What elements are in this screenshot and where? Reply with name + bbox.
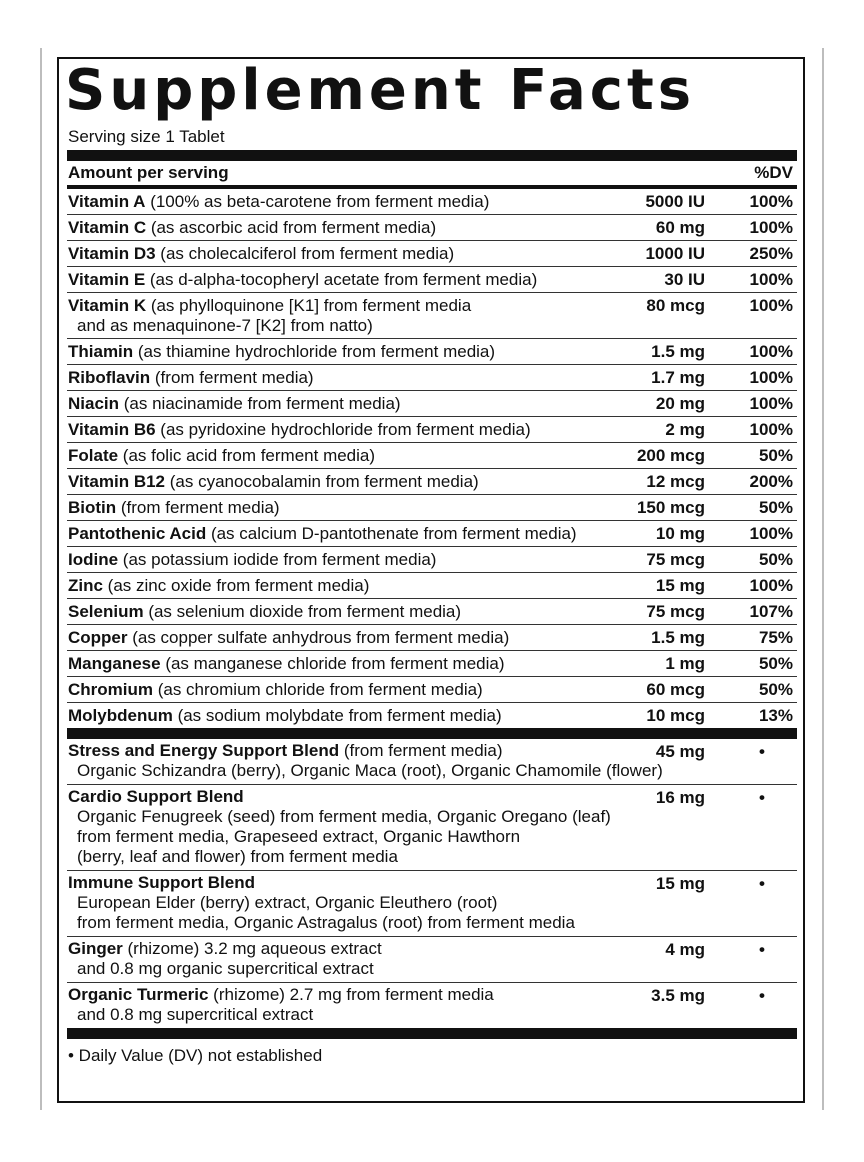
nutrient-row [67, 651, 797, 677]
blend-ingredients: European Elder (berry) extract, Organic Eleuthero (root) [77, 893, 498, 912]
blend-row [67, 739, 797, 785]
blend-name [67, 939, 623, 959]
nutrient-amount: 10 mg [655, 524, 705, 543]
nutrient-amount: 75 mcg [646, 602, 705, 621]
divider-thick [67, 728, 797, 739]
nutrient-row [67, 267, 797, 293]
nutrient-source: (as cyanocobalamin from ferment media) [165, 472, 479, 491]
nutrient-dv: 100% [749, 342, 793, 361]
blend-row [67, 937, 797, 983]
blend-ingredients: (berry, leaf and flower) from ferment media [77, 847, 398, 866]
nutrient-name [67, 342, 623, 362]
blend-name [67, 873, 623, 893]
nutrient-amount: 15 mg [655, 576, 705, 595]
nutrient-source: (as chromium chloride from ferment media) [153, 680, 483, 699]
nutrient-label: Zinc [68, 576, 103, 595]
nutrient-name [67, 446, 623, 466]
blend-label: Stress and Energy Support Blend [68, 741, 340, 760]
nutrient-label: Niacin [68, 394, 120, 413]
nutrient-row [67, 189, 797, 215]
nutrient-name [67, 550, 623, 570]
nutrient-name [67, 628, 623, 648]
nutrient-name [67, 602, 623, 622]
blend-label: Immune Support Blend [68, 873, 255, 892]
blend-amount: 16 mg [655, 788, 705, 807]
nutrient-source: (as selenium dioxide from ferment media) [143, 602, 462, 621]
amount-header: Amount per serving [68, 163, 229, 182]
nutrient-label: Thiamin [68, 342, 134, 361]
blend-row [67, 785, 797, 871]
nutrient-dv: 50% [758, 680, 793, 699]
nutrient-amount: 2 mg [665, 420, 705, 439]
blend-row [67, 983, 797, 1028]
nutrient-row [67, 365, 797, 391]
nutrient-source: (as manganese chloride from ferment media) [160, 654, 505, 673]
nutrient-row [67, 677, 797, 703]
nutrient-name [67, 576, 623, 596]
nutrient-label: Vitamin B12 [68, 472, 166, 491]
nutrient-dv: 100% [749, 394, 793, 413]
dv-not-established-marker: • [759, 788, 765, 807]
blend-name [67, 985, 623, 1005]
nutrient-dv: 75% [758, 628, 793, 647]
nutrient-name [67, 244, 623, 264]
dv-not-established-marker: • [759, 986, 765, 1005]
nutrient-name [67, 498, 623, 518]
nutrient-amount: 30 IU [664, 270, 705, 289]
nutrient-row [67, 241, 797, 267]
nutrient-source: (as thiamine hydrochloride from ferment media) [133, 342, 496, 361]
divider-thick [67, 150, 797, 161]
nutrient-dv: 100% [749, 218, 793, 237]
nutrient-amount: 1000 IU [645, 244, 705, 263]
column-header [67, 161, 797, 185]
nutrient-label: Iodine [68, 550, 119, 569]
nutrient-dv: 200% [749, 472, 793, 491]
right-guide-line [822, 48, 824, 1110]
nutrient-amount: 20 mg [655, 394, 705, 413]
blend-source: (rhizome) 2.7 mg from ferment media [208, 985, 494, 1004]
nutrient-source: (from ferment media) [116, 498, 280, 517]
nutrient-source: (as niacinamide from ferment media) [119, 394, 401, 413]
blend-ingredients: from ferment media, Organic Astragalus (root) from ferment media [77, 913, 575, 932]
blend-ingredients: and 0.8 mg supercritical extract [77, 1005, 314, 1024]
nutrient-dv: 100% [749, 296, 793, 315]
nutrient-row [67, 215, 797, 241]
nutrient-dv: 100% [749, 524, 793, 543]
dv-not-established-marker: • [759, 874, 765, 893]
nutrient-name [67, 296, 623, 316]
blend-label: Organic Turmeric [68, 985, 209, 1004]
nutrient-source: (as d-alpha-tocopheryl acetate from ferment media) [145, 270, 538, 289]
nutrient-amount: 60 mcg [646, 680, 705, 699]
nutrient-row [67, 293, 797, 339]
nutrient-dv: 13% [758, 706, 793, 725]
nutrient-source: (as zinc oxide from ferment media) [102, 576, 370, 595]
nutrient-name [67, 706, 623, 726]
nutrient-dv: 50% [758, 550, 793, 569]
nutrient-row [67, 469, 797, 495]
nutrient-label: Biotin [68, 498, 117, 517]
nutrient-label: Vitamin B6 [68, 420, 156, 439]
nutrient-label: Chromium [68, 680, 153, 699]
nutrient-label: Vitamin D3 [68, 244, 156, 263]
nutrient-dv: 50% [758, 654, 793, 673]
nutrient-amount: 12 mcg [646, 472, 705, 491]
blend-source: (from ferment media) [339, 741, 503, 760]
nutrient-label: Selenium [68, 602, 144, 621]
nutrient-amount: 1.7 mg [651, 368, 705, 387]
blend-list [67, 739, 797, 1028]
nutrient-row [67, 599, 797, 625]
nutrient-dv: 250% [749, 244, 793, 263]
blend-label: Cardio Support Blend [68, 787, 244, 806]
nutrient-row [67, 703, 797, 728]
nutrient-amount: 80 mcg [646, 296, 705, 315]
nutrient-row [67, 443, 797, 469]
nutrient-dv: 100% [749, 576, 793, 595]
nutrient-source: (as calcium D-pantothenate from ferment media) [206, 524, 577, 543]
nutrient-row [67, 625, 797, 651]
panel-title: Supplement Facts [65, 58, 696, 123]
nutrient-list [67, 189, 797, 728]
serving-size: Serving size 1 Tablet [68, 127, 225, 146]
nutrient-label: Vitamin A [68, 192, 146, 211]
nutrient-amount: 200 mcg [636, 446, 705, 465]
nutrient-name [67, 524, 623, 544]
blend-amount: 3.5 mg [651, 986, 705, 1005]
nutrient-amount: 1 mg [665, 654, 705, 673]
nutrient-source: (as folic acid from ferment media) [118, 446, 376, 465]
nutrient-label: Vitamin E [68, 270, 146, 289]
nutrient-source-continued: and as menaquinone-7 [K2] from natto) [77, 316, 373, 335]
nutrient-row [67, 391, 797, 417]
left-guide-line [40, 48, 42, 1110]
blend-amount: 4 mg [665, 940, 705, 959]
blend-amount: 45 mg [655, 742, 705, 761]
nutrient-name [67, 192, 623, 212]
dv-not-established-marker: • [759, 742, 765, 761]
blend-ingredients: from ferment media, Grapeseed extract, Organic Hawthorn [77, 827, 521, 846]
nutrient-name [67, 420, 623, 440]
nutrient-dv: 100% [749, 270, 793, 289]
nutrient-label: Folate [68, 446, 119, 465]
blend-ingredients: Organic Schizandra (berry), Organic Maca (root), Organic Chamomile (flower) [77, 761, 663, 780]
blend-amount: 15 mg [655, 874, 705, 893]
nutrient-dv: 100% [749, 368, 793, 387]
blend-ingredients: Organic Fenugreek (seed) from ferment media, Organic Oregano (leaf) [77, 807, 611, 826]
nutrient-amount: 1.5 mg [651, 628, 705, 647]
blend-row [67, 871, 797, 937]
nutrient-dv: 107% [749, 602, 793, 621]
nutrient-name [67, 654, 623, 674]
nutrient-name [67, 394, 623, 414]
blend-source: (rhizome) 3.2 mg aqueous extract [122, 939, 382, 958]
nutrient-source: (as potassium iodide from ferment media) [118, 550, 437, 569]
nutrient-name [67, 368, 623, 388]
nutrient-source: (as phylloquinone [K1] from ferment media [146, 296, 472, 315]
nutrient-amount: 5000 IU [645, 192, 705, 211]
nutrient-label: Copper [68, 628, 128, 647]
divider-thick [67, 1028, 797, 1039]
nutrient-row [67, 339, 797, 365]
nutrient-source: (as ascorbic acid from ferment media) [146, 218, 437, 237]
nutrient-source: (from ferment media) [150, 368, 314, 387]
nutrient-name [67, 270, 623, 290]
supplement-facts-panel [57, 57, 805, 1103]
nutrient-label: Manganese [68, 654, 161, 673]
nutrient-label: Riboflavin [68, 368, 151, 387]
nutrient-dv: 100% [749, 192, 793, 211]
nutrient-amount: 1.5 mg [651, 342, 705, 361]
footnote: • Daily Value (DV) not established [68, 1046, 323, 1065]
dv-header: %DV [754, 163, 793, 182]
nutrient-amount: 10 mcg [646, 706, 705, 725]
nutrient-name [67, 472, 623, 492]
nutrient-row [67, 573, 797, 599]
nutrient-name [67, 680, 623, 700]
nutrient-amount: 75 mcg [646, 550, 705, 569]
nutrient-dv: 100% [749, 420, 793, 439]
nutrient-name [67, 218, 623, 238]
nutrient-dv: 50% [758, 446, 793, 465]
nutrient-dv: 50% [758, 498, 793, 517]
nutrient-row [67, 547, 797, 573]
nutrient-label: Pantothenic Acid [68, 524, 207, 543]
nutrient-amount: 150 mcg [636, 498, 705, 517]
nutrient-label: Vitamin K [68, 296, 147, 315]
blend-name [67, 741, 623, 761]
nutrient-source: (as sodium molybdate from ferment media) [172, 706, 502, 725]
nutrient-row [67, 521, 797, 547]
blend-name [67, 787, 623, 807]
nutrient-label: Vitamin C [68, 218, 147, 237]
nutrient-source: (as pyridoxine hydrochloride from ferment media) [155, 420, 531, 439]
nutrient-source: (as copper sulfate anhydrous from ferment media) [127, 628, 510, 647]
dv-not-established-marker: • [759, 940, 765, 959]
nutrient-label: Molybdenum [68, 706, 173, 725]
nutrient-row [67, 495, 797, 521]
nutrient-amount: 60 mg [655, 218, 705, 237]
blend-label: Ginger [68, 939, 123, 958]
nutrient-row [67, 417, 797, 443]
nutrient-source: (100% as beta-carotene from ferment media) [145, 192, 490, 211]
blend-ingredients: and 0.8 mg organic supercritical extract [77, 959, 374, 978]
nutrient-source: (as cholecalciferol from ferment media) [155, 244, 455, 263]
